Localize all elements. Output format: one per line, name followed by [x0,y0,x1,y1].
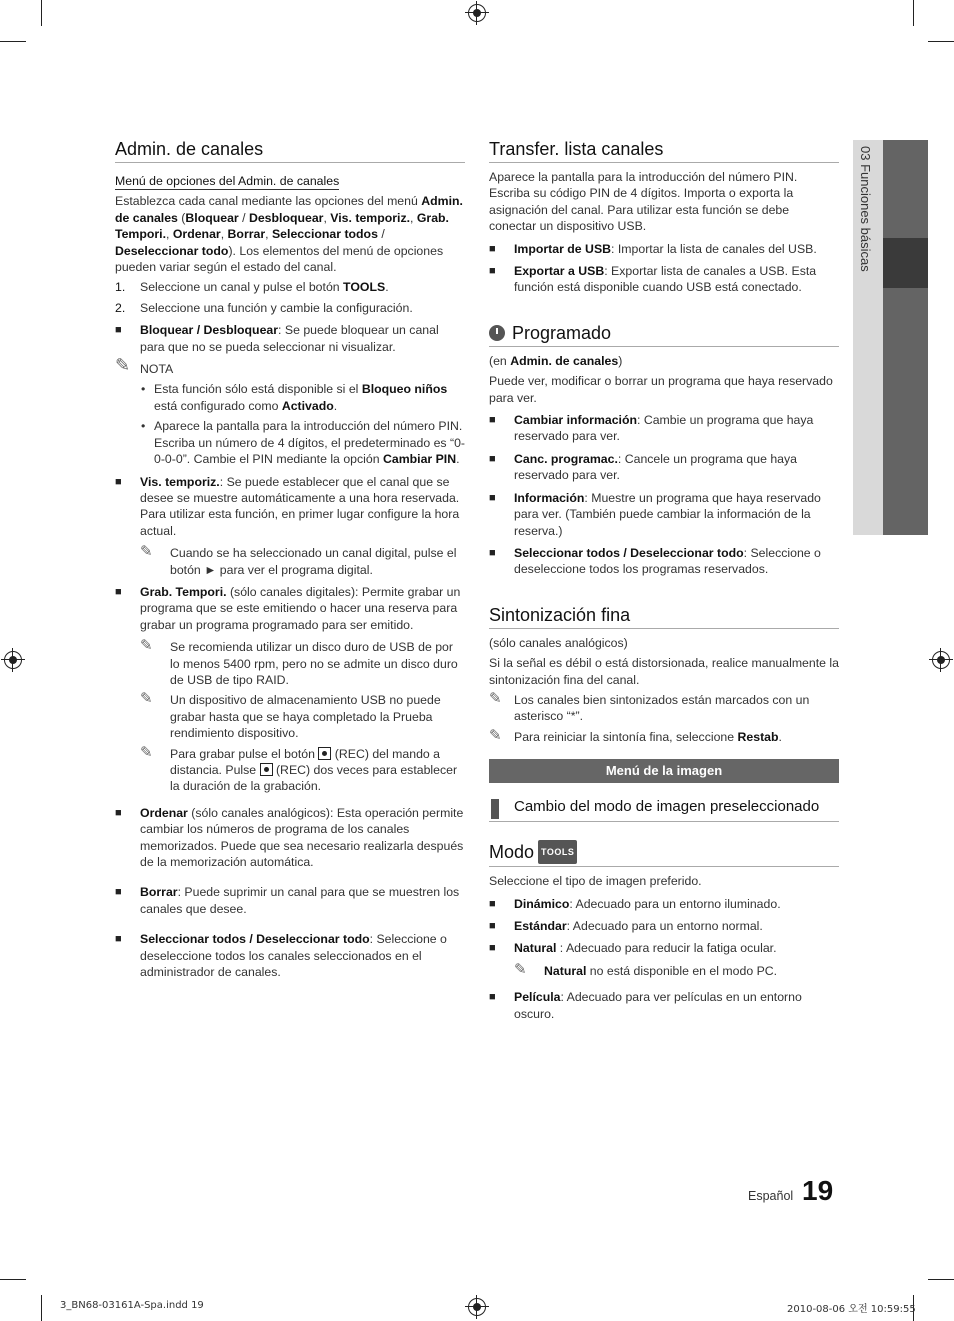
transfer-intro: Aparece la pantalla para la introducción del número PIN. Escriba su código PIN de 4 dígitos. Importa o exporta la asignación del canal. Para utilizar esta función se debe conectar un dispositivo USB. [489,170,798,234]
modo-item: ■ Estándar: Adecuado para un entorno normal. [489,918,839,934]
note-pencil-icon: ✎ [140,543,153,561]
crop-mark [928,41,954,42]
programado-context: (en Admin. de canales) [489,353,623,368]
list-item-grab-tempori: ■ Grab. Tempori. (sólo canales digitales): Permite grabar un programa que se este emitiendo o hacer una reserva para grabar un programa programado para ser emitido. [115,584,465,633]
note-pencil-icon: ✎ [489,726,502,744]
crop-mark [41,0,42,26]
left-column [115,138,465,986]
menu-imagen-banner: Menú de la imagen [489,759,839,783]
step-item: 1. Seleccione un canal y pulse el botón TOOLS. [115,280,389,295]
crop-mark [0,41,26,42]
modo-list [489,896,839,957]
sinto-intro: Si la señal es débil o está distorsionada, realice manualmente la sintonización fina del canal. [489,656,839,687]
section-title-admin-canales: Admin. de canales [115,138,465,163]
sinto-note: ✎ Para reiniciar la sintonía fina, seleccione Restab. [489,726,782,744]
note-pencil-icon: ✎ [140,743,153,761]
note-natural: ✎ Natural no está disponible en el modo PC. [514,960,778,978]
programado-item: ■ Cambiar información: Cambie un programa que haya reservado para ver. [489,412,839,445]
list-item-borrar: ■ Borrar: Puede suprimir un canal para que se muestren los canales que desee. [115,884,465,917]
programado-item: ■ Canc. programac.: Cancele un programa que haya reservado para ver. [489,451,839,484]
modo-item: ■ Natural : Adecuado para reducir la fatiga ocular. [489,940,839,956]
list-item-bloquear: ■ Bloquear / Desbloquear: Se puede bloquear un canal para que no se pueda seleccionar ni visualizar. [115,322,465,355]
crop-mark [913,0,914,26]
clock-icon [489,325,505,341]
grab-note: ✎ Se recomienda utilizar un disco duro de USB de por lo menos 5400 rpm, pero no se admite un disco duro de USB de tipo RAID. [140,637,458,687]
grab-note: ✎ Para grabar pulse el botón (REC) del mando a distancia. Pulse (REC) dos veces para establecer la duración de la grabación. [140,743,458,794]
modo-intro: Seleccione el tipo de imagen preferido. [489,874,702,889]
slug-date: 2010-08-06 오전 10:59:55 [787,1304,916,1315]
registration-mark-icon [932,651,950,669]
footer-language: Español [748,1189,794,1203]
note-pencil-icon: ✎ [489,689,502,707]
list-item-ordenar: ■ Ordenar (sólo canales analógicos): Esta operación permite cambiar los números de programa de los canales memorizados. Puede que sea necesario realizarla después de la memorización automática. [115,805,465,871]
chapter-sidebar-active [883,238,928,288]
modo-item: ■ Dinámico: Adecuado para un entorno iluminado. [489,896,839,912]
programado-item: ■ Seleccionar todos / Deseleccionar todo: Seleccione o deseleccione todos los programas reservados. [489,545,839,578]
nota-item: • Esta función sólo está disponible si el Bloqueo niños está configurado como Activado. [139,381,465,414]
transfer-item: ■ Exportar a USB: Exportar lista de canales a USB. Esta función está disponible cuando USB está conectado. [489,263,839,296]
list-item-seleccionar-todos: ■ Seleccionar todos / Deseleccionar todo: Seleccione o deseleccione todos los canales seleccionados en el administrador de canales. [115,931,465,980]
right-column [489,138,839,1028]
registration-mark-icon [468,1298,486,1316]
crop-mark [928,1279,954,1280]
nota-item: • Aparece la pantalla para la introducción del número PIN. Escriba un número de 4 dígitos, el predeterminado es “0-0-0-0”. Cambie el PIN mediante la opción Cambiar PIN. [139,418,465,467]
admin-intro: Establezca cada canal mediante las opciones del menú Admin. de canales (Bloquear / Desbloquear, Vis. temporiz., Grab. Tempori., Ordenar, Borrar, Seleccionar todos / Deseleccionar todo). Los elementos del menú de opciones pueden variar según el estado del canal. [115,194,463,275]
crop-mark [41,1295,42,1321]
subheading-menu-opciones: Menú de opciones del Admin. de canales [115,173,339,190]
programado-list [489,412,839,578]
note-pencil-icon: ✎ [115,355,131,376]
sinto-note: ✎ Los canales bien sintonizados están marcados con un asterisco “*”. [489,689,810,724]
note-vis: ✎ Cuando se ha seleccionado un canal digital, pulse el botón ► para ver el programa digital. [140,543,457,577]
grab-note: ✎ Un dispositivo de almacenamiento USB no puede grabar hasta que se haya completado la Prueba rendimiento dispositivo. [140,690,441,741]
step-item: 2. Seleccione una función y cambie la configuración. [115,300,413,315]
crop-mark [0,1279,26,1280]
registration-mark-icon [468,4,486,22]
subsection-cambio-modo: Cambio del modo de imagen preseleccionado [489,797,839,822]
steps-list [115,279,465,316]
transfer-item: ■ Importar de USB: Importar la lista de canales del USB. [489,241,839,257]
page-number: 19 [802,1175,834,1206]
registration-mark-icon [4,651,22,669]
sinto-context: (sólo canales analógicos) [489,635,628,650]
section-title-sintonizacion: Sintonización fina [489,604,839,629]
transfer-list [489,241,839,296]
section-title-programado: Programado [489,322,839,347]
section-title-modo: Modo TOOLS [489,840,839,867]
nota-list [115,381,465,467]
note-pencil-icon: ✎ [514,960,527,978]
section-title-transfer: Transfer. lista canales [489,138,839,163]
tools-badge: TOOLS [538,840,577,864]
note-pencil-icon: ✎ [140,690,153,708]
list-item-pelicula: ■ Película: Adecuado para ver películas en un entorno oscuro. [489,989,839,1022]
list-item-vis-temporiz: ■ Vis. temporiz.: Se puede establecer que el canal que se desee se muestre automáticamente a una hora reservada. Para utilizar esta función, en primer lugar configure la hora actual. [115,474,465,540]
slug-file: 3_BN68-03161A-Spa.indd 19 [60,1300,204,1311]
sinto-notes [489,689,839,745]
nota-heading: ✎ NOTA [115,355,174,377]
chapter-label: 03 Funciones básicas [858,146,873,272]
programado-intro: Puede ver, modificar o borrar un programa que haya reservado para ver. [489,374,833,405]
chapter-sidebar [883,140,928,535]
programado-item: ■ Información: Muestre un programa que haya reservado para ver. (También puede cambiar la información de la reserva.) [489,490,839,539]
note-pencil-icon: ✎ [140,637,153,655]
grab-notes [115,639,465,795]
